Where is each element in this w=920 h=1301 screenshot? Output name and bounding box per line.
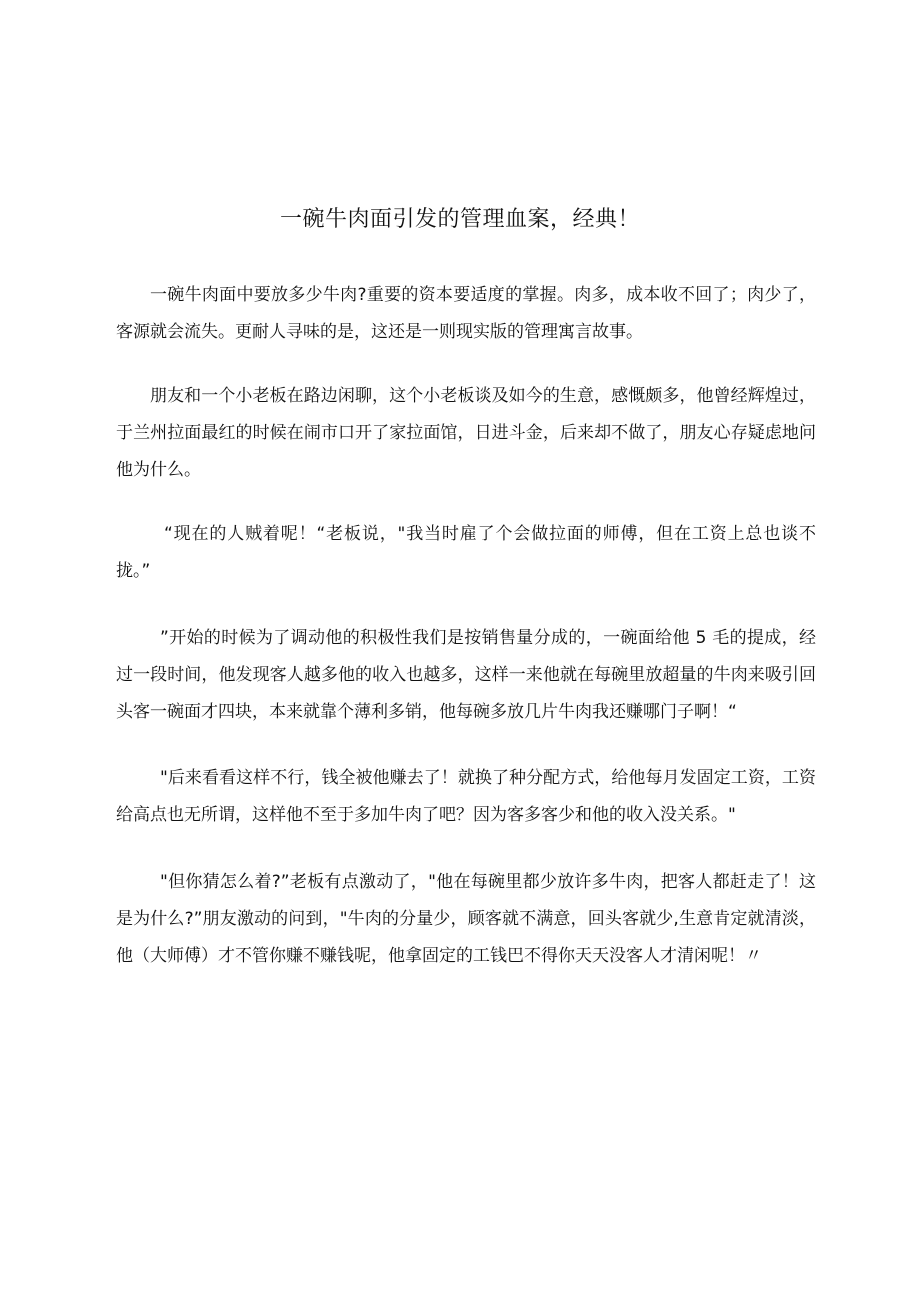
document-title: 一碗牛肉面引发的管理血案，经典！ [279,207,640,232]
paragraph-boss-quote: “现在的人贼着呢！“老板说，"我当时雇了个会做拉面的师傅，但在工资上总也谈不拢。” [116,524,816,581]
paragraph-commission: ”开始的时候为了调动他的积极性我们是按销售量分成的，一碗面给他 5 毛的提成，经过一段时间，他发现客人越多他的收入也越多，这样一来他就在每碗里放超量的牛肉来吸引回头客一碗面才四块，本来就靠个薄利多销，他每碗多放几片牛肉我还赚哪门子啊！“ [116,628,816,722]
paragraph-conclusion: "但你猜怎么着?”老板有点激动了，"他在每碗里都少放许多牛肉，把客人都赶走了！这是为什么?”朋友激动的问到，"牛肉的分量少，顾客就不满意，回头客就少,生意肯定就清淡，他（大师傅）才不管你赚不赚钱呢，他拿固定的工钱巴不得你天天没客人才清闲呢！〃 [116,872,816,966]
paragraph-intro: 一碗牛肉面中要放多少牛肉?重要的资本要适度的掌握。肉多，成本收不回了；肉少了，客源就会流失。更耐人寻味的是，这还是一则现实版的管理寓言故事。 [116,285,816,342]
paragraph-story-setup: 朋友和一个小老板在路边闲聊，这个小老板谈及如今的生意，感慨颇多，他曾经辉煌过，于兰州拉面最红的时候在闹市口开了家拉面馆，日进斗金，后来却不做了，朋友心存疑虑地问他为什么。 [116,386,816,480]
paragraph-fixed-salary: "后来看看这样不行，钱全被他赚去了！就换了种分配方式，给他每月发固定工资，工资给高点也无所谓，这样他不至于多加牛肉了吧？因为客多客少和他的收入没关系。" [116,768,816,825]
